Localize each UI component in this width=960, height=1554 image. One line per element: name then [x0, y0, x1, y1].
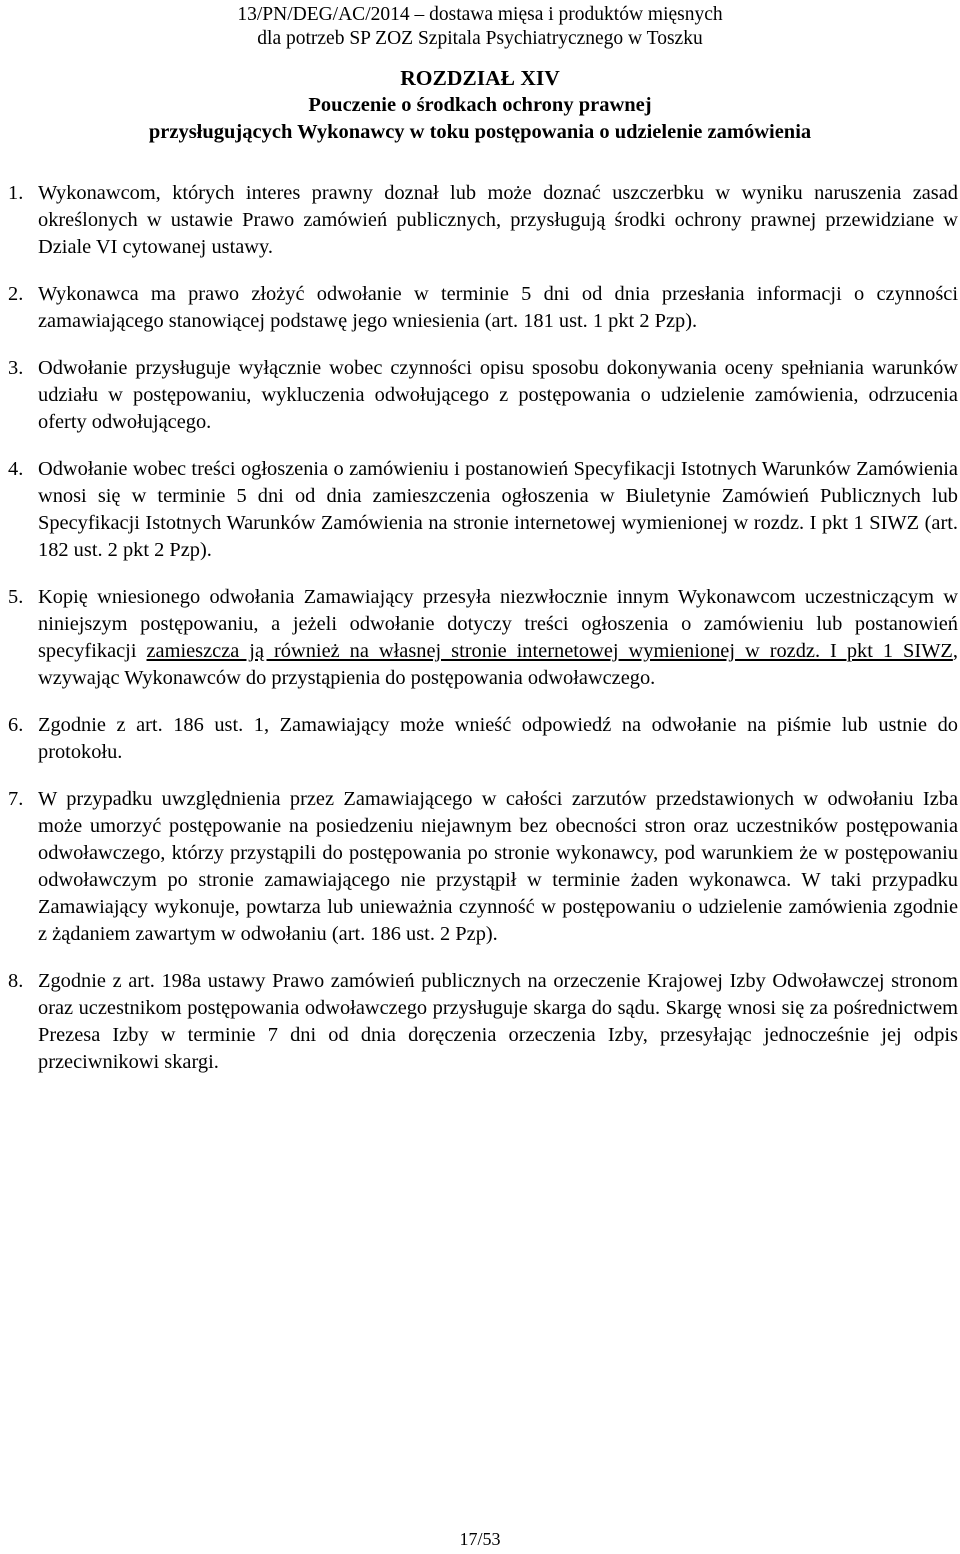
clause-number: 4.	[8, 458, 24, 480]
clause-text: Odwołanie wobec treści ogłoszenia o zamówieniu i postanowień Specyfikacji Istotnych Warunków Zamówienia wnosi się w terminie 5 dni od dnia zamieszczenia ogłoszenia w Biuletynie Zamówień Publicznych lub Specyfikacji Istotnych Warunków Zamówienia na stronie internetowej wymienionej w rozdz. I pkt 1 SIWZ (art. 182 ust. 2 pkt 2 Pzp).	[38, 458, 958, 561]
header-line-2: dla potrzeb SP ZOZ Szpitala Psychiatrycznego w Toszku	[257, 28, 703, 49]
header-line-1: 13/PN/DEG/AC/2014 – dostawa mięsa i produktów mięsnych	[237, 4, 723, 25]
section-title-line-2: przysługujących Wykonawcy w toku postępowania o udzielenie zamówienia	[148, 121, 812, 143]
page-number: 17/53	[459, 1529, 501, 1549]
clause-number: 1.	[8, 182, 24, 204]
section-heading	[0, 65, 960, 146]
clause-number: 2.	[8, 283, 24, 305]
clause-number: 6.	[8, 714, 24, 736]
clause-1	[8, 180, 958, 261]
clause-text: Zgodnie z art. 186 ust. 1, Zamawiający może wnieść odpowiedź na odwołanie na piśmie lub ustnie do protokołu.	[38, 714, 958, 763]
clause-text: Wykonawca ma prawo złożyć odwołanie w terminie 5 dni od dnia przesłania informacji o czynności zamawiającego stanowiącej podstawę jego wniesienia (art. 181 ust. 1 pkt 2 Pzp).	[38, 283, 958, 332]
clause-list	[8, 180, 958, 1076]
clause-8	[8, 968, 958, 1076]
clause-number: 7.	[8, 788, 24, 810]
clause-number: 8.	[8, 970, 24, 992]
clause-text: Wykonawcom, których interes prawny doznał lub może doznać uszczerbku w wyniku naruszenia zasad określonych w ustawie Prawo zamówień publicznych, przysługują środki ochrony prawnej przewidziane w Dziale VI cytowanej ustawy.	[38, 182, 958, 258]
clause-5	[8, 584, 958, 692]
clause-text-part: , wzywając Wykonawców do przystąpienia do postępowania odwoławczego.	[38, 640, 958, 689]
running-header	[0, 3, 960, 51]
clause-text: Odwołanie przysługuje wyłącznie wobec czynności opisu sposobu dokonywania oceny spełniania warunków udziału w postępowaniu, wykluczenia odwołującego z postępowania o udzielenie zamówienia, odrzucenia oferty odwołującego.	[38, 357, 958, 433]
clause-3	[8, 355, 958, 436]
clause-text: W przypadku uwzględnienia przez Zamawiającego w całości zarzutów przedstawionych w odwołaniu Izba może umorzyć postępowanie na posiedzeniu niejawnym bez obecności stron oraz uczestników postępowania odwoławczego, którzy przystąpili do postępowania po stronie wykonawcy, pod warunkiem że w postępowaniu odwoławczym po stronie zamawiającego nie przystąpił w terminie żaden wykonawca. W taki przypadku Zamawiający wykonuje, powtarza lub unieważnia czynność w postępowaniu o udzielenie zamówienia zgodnie z żądaniem zawartym w odwołaniu (art. 186 ust. 2 Pzp).	[38, 788, 958, 945]
clause-text: Zgodnie z art. 198a ustawy Prawo zamówień publicznych na orzeczenie Krajowej Izby Odwoławczej stronom oraz uczestnikom postępowania odwoławczego przysługuje skarga do sądu. Skargę wnosi się za pośrednictwem Prezesa Izby w terminie 7 dni od dnia doręczenia orzeczenia Izby, przesyłając jednocześnie jej odpis przeciwnikowi skargi.	[38, 970, 958, 1073]
section-title-line-1: Pouczenie o środkach ochrony prawnej	[308, 94, 652, 116]
chapter-label: ROZDZIAŁ XIV	[400, 66, 560, 90]
clause-number: 3.	[8, 357, 24, 379]
underlined-text: zamieszcza ją również na własnej stronie internetowej wymienionej w rozdz. I pkt 1 SIWZ	[146, 640, 953, 662]
clause-text	[38, 584, 958, 692]
clause-7	[8, 786, 958, 948]
clause-6	[8, 712, 958, 766]
clause-number: 5.	[8, 586, 24, 608]
clause-2	[8, 281, 958, 335]
clause-text-part: Kopię wniesionego odwołania Zamawiający przesyła niezwłocznie innym Wykonawcom uczestniczącym w niniejszym postępowaniu, a jeżeli odwołanie dotyczy treści ogłoszenia o zamówieniu lub postanowień specyfikacji	[38, 586, 958, 662]
clause-4	[8, 456, 958, 564]
